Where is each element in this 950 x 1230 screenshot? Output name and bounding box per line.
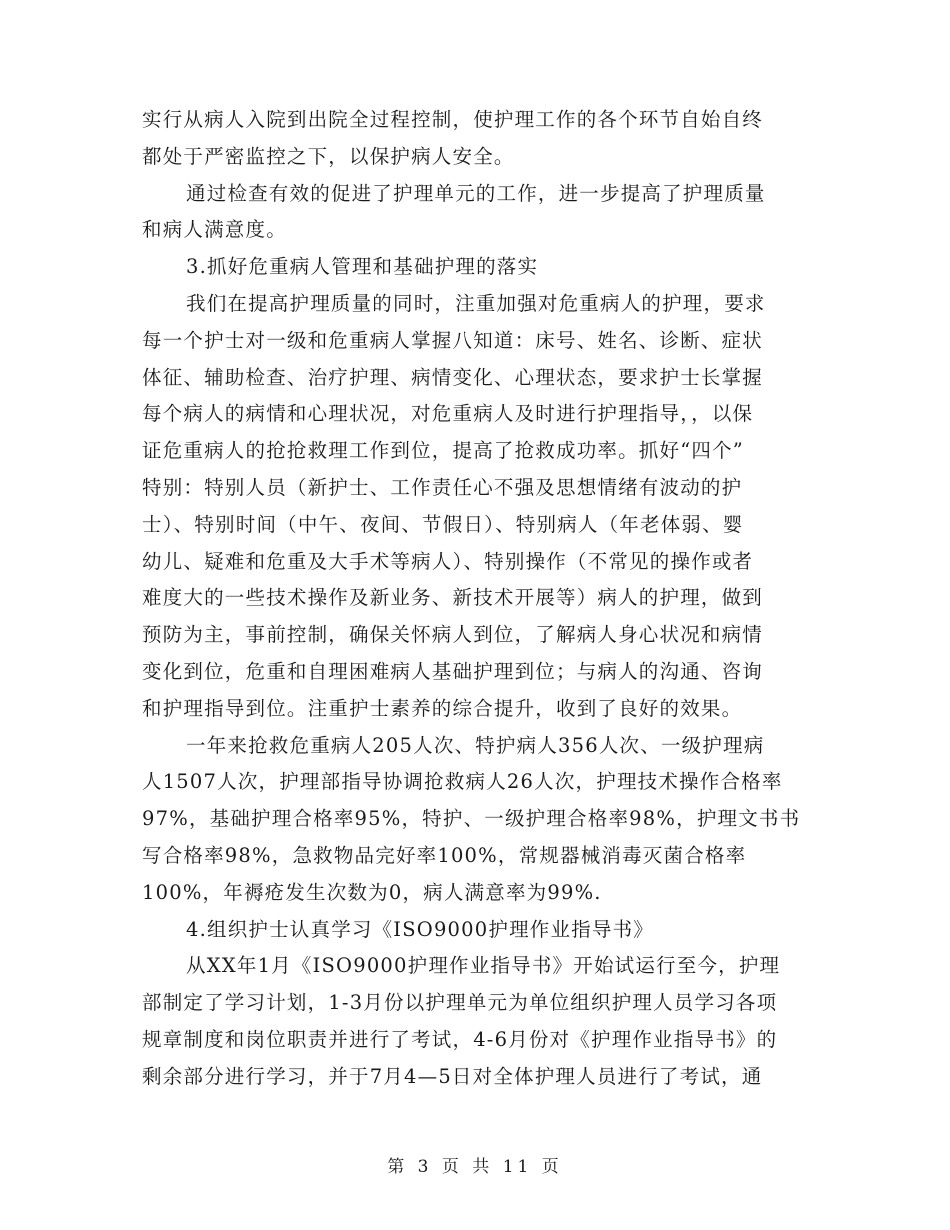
text-line: 人1507人次，护理部指导协调抢救病人26人次，护理技术操作合格率 [142,770,783,794]
text-line: 每一个护士对一级和危重病人掌握八知道：床号、姓名、诊断、症状 [142,328,764,352]
text-line: 预防为主，事前控制，确保关怀病人到位，了解病人身心状况和病情 [142,623,764,647]
text-line: 剩余部分进行学习，并于7月4—5日对全体护理人员进行了考试，通 [142,1064,763,1088]
page-number-label: 第 3 页 共 11 页 [387,1157,563,1177]
text-line: 特别：特别人员（新护士、工作责任心不强及思想情绪有波动的护 [142,475,743,499]
text-line: 幼儿、疑难和危重及大手术等病人）、特别操作（不常见的操作或者 [142,549,754,573]
text-line: 难度大的一些技术操作及新业务、新技术开展等）病人的护理，做到 [142,586,764,610]
text-line: 97%，基础护理合格率95%，特护、一级护理合格率98%，护理文书书 [142,807,801,831]
text-line: 和病人满意度。 [142,218,287,242]
text-line: 变化到位，危重和自理困难病人基础护理到位；与病人的沟通、咨询 [142,659,764,683]
text-line: 100%，年褥疮发生次数为0，病人满意率为99%. [142,880,602,904]
paragraph-inspection-effect [142,176,812,250]
text-line: 部制定了学习计划，1-3月份以护理单元为单位组织护理人员学习各项 [142,991,778,1015]
text-line: 和护理指导到位。注重护士素养的综合提升，收到了良好的效果。 [142,696,743,720]
text-line: 体征、辅助检查、治疗护理、病情变化、心理状态，要求护士长掌握 [142,365,764,389]
page-footer [0,1152,950,1177]
section-heading-4 [142,912,812,949]
text-line: 实行从病人入院到出院全过程控制，使护理工作的各个环节自始自终 [142,108,764,131]
text-line: 一年来抢救危重病人205人次、特护病人356人次、一级护理病 [186,733,765,757]
text-line: 都处于严密监控之下，以保护病人安全。 [142,144,515,168]
text-line: 写合格率98%，急救物品完好率100%，常规器械消毒灭菌合格率 [142,843,747,867]
text-line: 证危重病人的抢抢救理工作到位，提高了抢救成功率。抓好“四个” [142,439,744,463]
text-line: 士）、特别时间（中午、夜间、节假日）、特别病人（年老体弱、婴 [142,512,744,536]
paragraph-annual-statistics [142,728,812,912]
text-line: 从XX年1月《ISO9000护理作业指导书》开始试运行至今，护理 [186,954,781,978]
text-line: 通过检查有效的促进了护理单元的工作，进一步提高了护理质量 [186,181,766,205]
text-line: 3.抓好危重病人管理和基础护理的落实 [186,255,539,279]
text-line: 我们在提高护理质量的同时，注重加强对危重病人的护理，要求 [186,291,766,315]
text-line: 每个病人的病情和心理状况，对危重病人及时进行护理指导，，以保 [142,402,754,426]
text-line: 4.组织护士认真学习《ISO9000护理作业指导书》 [186,917,654,941]
paragraph-critical-care [142,286,812,728]
paragraph-iso-study [142,948,812,1095]
section-heading-3 [142,249,812,286]
document-page [142,102,812,1096]
text-line: 规章制度和岗位职责并进行了考试，4-6月份对《护理作业指导书》的 [142,1027,778,1051]
paragraph-intro-continuation [142,102,812,176]
